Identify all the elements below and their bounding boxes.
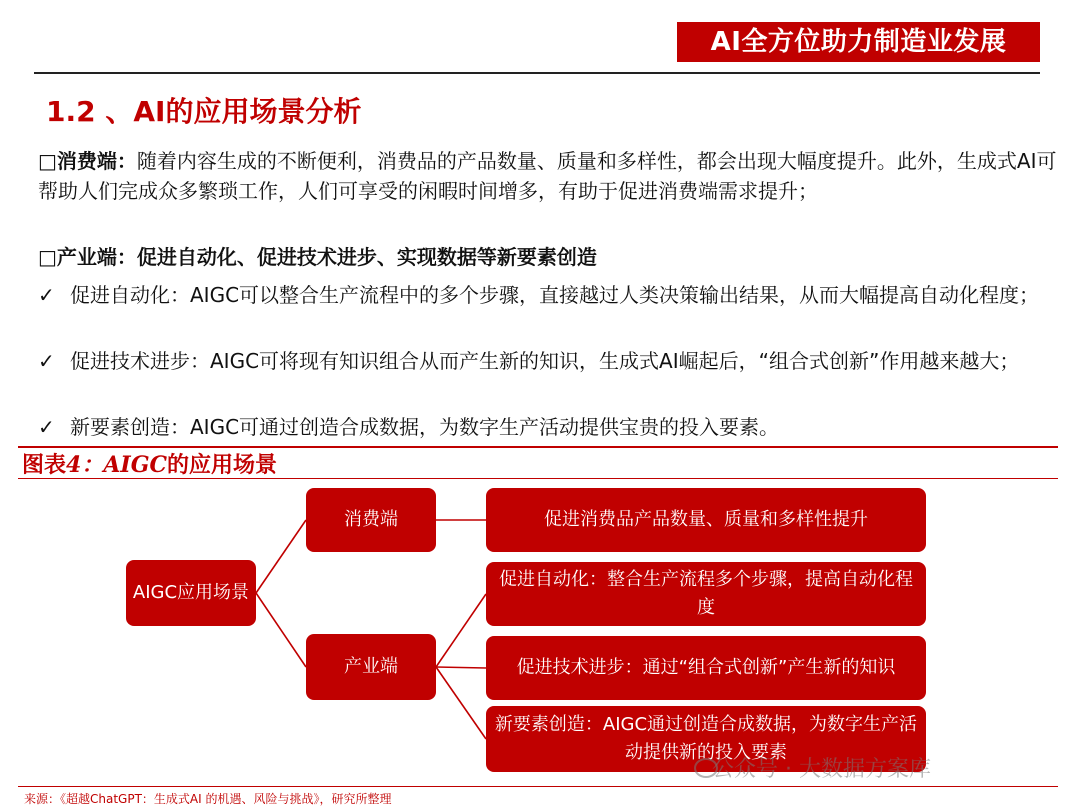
source-note: 来源：《超越ChatGPT：生成式AI 的机遇、风险与挑战》，研究所整理: [24, 792, 392, 806]
bullet-text: 促进自动化：AIGC可以整合生产流程中的多个步骤，直接越过人类决策输出结果，从而大幅提高自动化程度；: [70, 283, 1040, 307]
bullet-text: 新要素创造：AIGC可通过创造合成数据，为数字生产活动提供宝贵的投入要素。: [70, 415, 780, 439]
diagram-root-node: AIGC应用场景: [126, 560, 256, 626]
section-title: 1.2 、AI的应用场景分析: [46, 95, 362, 128]
diagram-leaf-automation: 促进自动化：整合生产流程多个步骤，提高自动化程度: [486, 562, 926, 626]
figure-title-aigc: ：AIGC: [81, 452, 167, 478]
figure-title: [22, 448, 277, 479]
connector-industry-leaf4: [436, 667, 486, 739]
connector-root-consumer: [256, 520, 306, 593]
diagram-leaf-consumer-quality: 促进消费品产品数量、质量和多样性提升: [486, 488, 926, 552]
figure-title-prefix: 图表: [22, 453, 67, 478]
bullet-automation: [38, 280, 1048, 310]
diagram-consumer-node: 消费端: [306, 488, 436, 552]
diagram-industry-node: 产业端: [306, 634, 436, 700]
industry-paragraph: □产业端：促进自动化、促进技术进步、实现数据等新要素创造: [38, 245, 597, 269]
watermark: 公众号 · 大数据方案库: [712, 757, 931, 782]
check-icon: ✓: [38, 349, 55, 373]
header-banner: AI全方位助力制造业发展: [677, 22, 1040, 62]
figure-title-suffix: 的应用场景: [167, 453, 278, 478]
consumer-text: 随着内容生成的不断便利，消费品的产品数量、质量和多样性，都会出现大幅度提升。此外，生成式AI可帮助人们完成众多繁琐工作，人们可享受的闲暇时间增多，有助于促进消费端需求提升；: [38, 149, 1057, 203]
bullet-text: 促进技术进步：AIGC可将现有知识组合从而产生新的知识，生成式AI崛起后，“组合式创新”作用越来越大；: [70, 349, 1020, 373]
connector-industry-leaf3: [436, 667, 486, 668]
header-divider: [34, 72, 1040, 74]
diagram-leaf-tech-progress: 促进技术进步：通过“组合式创新”产生新的知识: [486, 636, 926, 700]
connector-root-industry: [256, 593, 306, 667]
connector-industry-leaf2: [436, 594, 486, 667]
figure-bottom-rule: [18, 478, 1058, 479]
bullet-tech-progress: [38, 346, 1028, 376]
check-icon: ✓: [38, 283, 55, 307]
footer-rule: [18, 786, 1058, 787]
figure-title-num: 4: [66, 452, 82, 478]
check-icon: ✓: [38, 415, 55, 439]
consumer-paragraph: [38, 146, 1062, 206]
bullet-new-elements: [38, 412, 1038, 442]
consumer-lead: □消费端：: [38, 149, 137, 173]
diagram-leaf-new-elements: 新要素创造：AIGC通过创造合成数据，为数字生产活动提供新的投入要素: [486, 706, 926, 772]
